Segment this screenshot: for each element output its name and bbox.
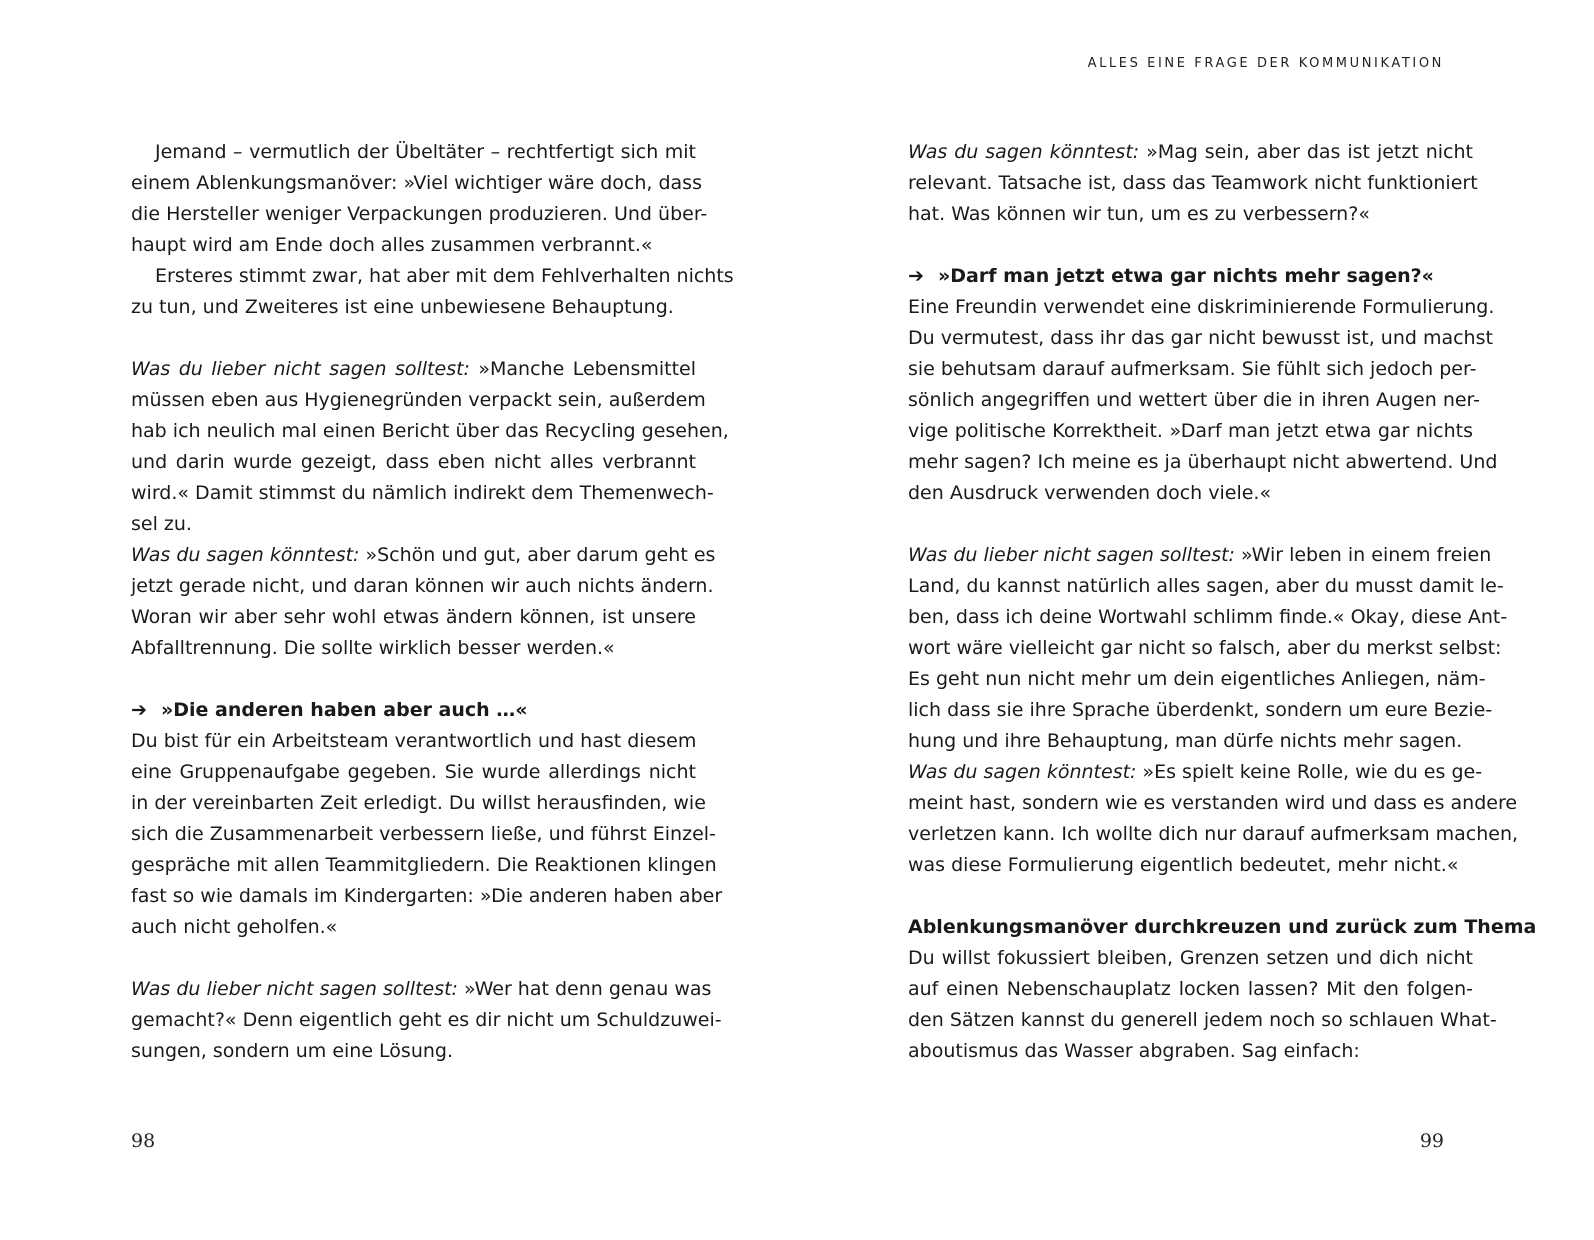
- paragraph-could-say: [131, 540, 716, 664]
- paragraph-better-not-say: [131, 974, 722, 1067]
- text-line: [131, 974, 712, 1005]
- paragraph-gap: [131, 943, 696, 974]
- text-line: verletzen kann. Ich wollte dich nur darauf aufmerksam machen,: [908, 823, 1519, 845]
- paragraph-team-scenario: [131, 726, 723, 943]
- text-line: gespräche mit allen Teammitgliedern. Die Reaktionen klingen: [131, 854, 717, 876]
- paragraph-could-say: [908, 757, 1519, 881]
- label-better-not-say: Was du lieber nicht sagen solltest:: [131, 358, 470, 380]
- text-line: [131, 540, 716, 571]
- arrow-right-icon: ➔: [131, 699, 147, 721]
- text-line: fast so wie damals im Kindergarten: »Die anderen haben aber: [131, 885, 723, 907]
- heading-text: »Darf man jetzt etwa gar nichts mehr sagen?«: [938, 265, 1434, 287]
- text-line: wird.« Damit stimmst du nämlich indirekt dem Themenwech-: [131, 482, 714, 504]
- text-line: [908, 540, 1492, 571]
- text-line: [908, 757, 1483, 788]
- text-line: auch nicht geholfen.«: [131, 916, 338, 938]
- text-line: die Hersteller weniger Verpackungen produzieren. Und über-: [131, 203, 708, 225]
- text-run: »Manche Lebensmittel: [469, 358, 696, 380]
- paragraph-gap: [131, 323, 696, 354]
- label-could-say: Was du sagen könntest:: [908, 141, 1140, 163]
- paragraph-gap: [131, 664, 696, 695]
- text-line: jetzt gerade nicht, und daran können wir auch nichts ändern.: [131, 575, 714, 597]
- text-line: sungen, sondern um eine Lösung.: [131, 1040, 454, 1062]
- text-line: sie behutsam darauf aufmerksam. Sie fühlt sich jedoch per-: [908, 358, 1477, 380]
- text-line: wort wäre vielleicht gar nicht so falsch, aber du merkst selbst:: [908, 637, 1502, 659]
- paragraph-better-not-say: [131, 354, 729, 540]
- text-line: mehr sagen? Ich meine es ja überhaupt nicht abwertend. Und: [908, 451, 1498, 473]
- text-line: [908, 137, 1473, 168]
- arrow-right-icon: ➔: [908, 265, 924, 287]
- text-line: den Sätzen kannst du generell jedem noch so schlauen What-: [908, 1009, 1497, 1031]
- running-head: ALLES EINE FRAGE DER KOMMUNIKATION: [1087, 56, 1444, 71]
- text-line: haupt wird am Ende doch alles zusammen verbrannt.«: [131, 234, 653, 256]
- text-line: hat. Was können wir tun, um es zu verbessern?«: [908, 203, 1370, 225]
- text-line: Es geht nun nicht mehr um dein eigentliches Anliegen, näm-: [908, 668, 1486, 690]
- text-line: hung und ihre Behauptung, man dürfe nichts mehr sagen.: [908, 730, 1463, 752]
- text-line: müssen eben aus Hygienegründen verpackt sein, außerdem: [131, 389, 706, 411]
- right-page: [797, 0, 1594, 1240]
- paragraph-could-say: [908, 137, 1478, 230]
- section-heading: [131, 695, 696, 726]
- text-run: »Es spielt keine Rolle, wie du es ge-: [1136, 761, 1483, 783]
- text-line: Du bist für ein Arbeitsteam verantwortlich und hast diesem: [131, 730, 697, 752]
- text-line: vige politische Korrektheit. »Darf man jetzt etwa gar nichts: [908, 420, 1473, 442]
- text-line: einem Ablenkungsmanöver: »Viel wichtiger wäre doch, dass: [131, 172, 702, 194]
- text-line: meint hast, sondern wie es verstanden wird und dass es andere: [908, 792, 1518, 814]
- paragraph-excuse: [131, 137, 708, 261]
- page-number: 98: [131, 1130, 156, 1152]
- paragraph-focus: [908, 943, 1497, 1067]
- text-line: Woran wir aber sehr wohl etwas ändern können, ist unsere: [131, 606, 696, 628]
- section-heading: Ablenkungsmanöver durchkreuzen und zurück zum Thema: [908, 916, 1537, 938]
- label-better-not-say: Was du lieber nicht sagen solltest:: [908, 544, 1235, 566]
- text-line: Du willst fokussiert bleiben, Grenzen setzen und dich nicht: [908, 947, 1473, 969]
- paragraph-gap: [908, 881, 1473, 912]
- paragraph-gap: [908, 509, 1473, 540]
- text-line: Eine Freundin verwendet eine diskriminierende Formulierung.: [908, 296, 1495, 318]
- text-line: sich die Zusammenarbeit verbessern ließe, und führst Einzel-: [131, 823, 716, 845]
- paragraph-friend-scenario: [908, 292, 1498, 509]
- text-line: was diese Formulierung eigentlich bedeutet, mehr nicht.«: [908, 854, 1459, 876]
- text-run: »Wir leben in einem freien: [1234, 544, 1492, 566]
- text-line: und darin wurde gezeigt, dass eben nicht alles verbrannt: [131, 451, 696, 473]
- label-could-say: Was du sagen könntest:: [908, 761, 1137, 783]
- label-better-not-say: Was du lieber nicht sagen solltest:: [131, 978, 458, 1000]
- text-line: Land, du kannst natürlich alles sagen, aber du musst damit le-: [908, 575, 1504, 597]
- text-line: lich dass sie ihre Sprache überdenkt, sondern um eure Bezie-: [908, 699, 1493, 721]
- text-line: sel zu.: [131, 513, 192, 535]
- text-line: zu tun, und Zweiteres ist eine unbewiesene Behauptung.: [131, 296, 674, 318]
- text-line: Jemand – vermutlich der Übeltäter – rechtfertigt sich mit: [155, 141, 696, 163]
- text-run: »Schön und gut, aber darum geht es: [359, 544, 716, 566]
- left-text-column: [131, 137, 734, 1067]
- right-text-column: [908, 137, 1537, 1067]
- text-line: in der vereinbarten Zeit erledigt. Du willst herausfinden, wie: [131, 792, 706, 814]
- text-line: ben, dass ich deine Wortwahl schlimm finde.« Okay, diese Ant-: [908, 606, 1508, 628]
- page-number: 99: [1419, 1130, 1444, 1152]
- text-line: Du vermutest, dass ihr das gar nicht bewusst ist, und machst: [908, 327, 1493, 349]
- text-line: sönlich angegriffen und wettert über die in ihren Augen ner-: [908, 389, 1481, 411]
- label-could-say: Was du sagen könntest:: [131, 544, 360, 566]
- heading-text: »Die anderen haben aber auch …«: [161, 699, 528, 721]
- text-line: eine Gruppenaufgabe gegeben. Sie wurde allerdings nicht: [131, 761, 696, 783]
- paragraph-comment: [131, 261, 734, 323]
- section-heading: [908, 261, 1473, 292]
- text-run: »Mag sein, aber das ist jetzt nicht: [1139, 141, 1473, 163]
- text-run: »Wer hat denn genau was: [457, 978, 712, 1000]
- paragraph-better-not-say: [908, 540, 1508, 757]
- text-line: den Ausdruck verwenden doch viele.«: [908, 482, 1272, 504]
- text-line: aboutismus das Wasser abgraben. Sag einfach:: [908, 1040, 1360, 1062]
- text-line: hab ich neulich mal einen Bericht über das Recycling gesehen,: [131, 420, 729, 442]
- paragraph-gap: [908, 230, 1473, 261]
- text-line: auf einen Nebenschauplatz locken lassen? Mit den folgen-: [908, 978, 1473, 1000]
- text-line: [131, 354, 696, 385]
- text-line: Abfalltrennung. Die sollte wirklich besser werden.«: [131, 637, 615, 659]
- text-line: Ersteres stimmt zwar, hat aber mit dem Fehlverhalten nichts: [155, 265, 734, 287]
- text-line: relevant. Tatsache ist, dass das Teamwork nicht funktioniert: [908, 172, 1478, 194]
- text-line: gemacht?« Denn eigentlich geht es dir nicht um Schuldzuwei-: [131, 1009, 722, 1031]
